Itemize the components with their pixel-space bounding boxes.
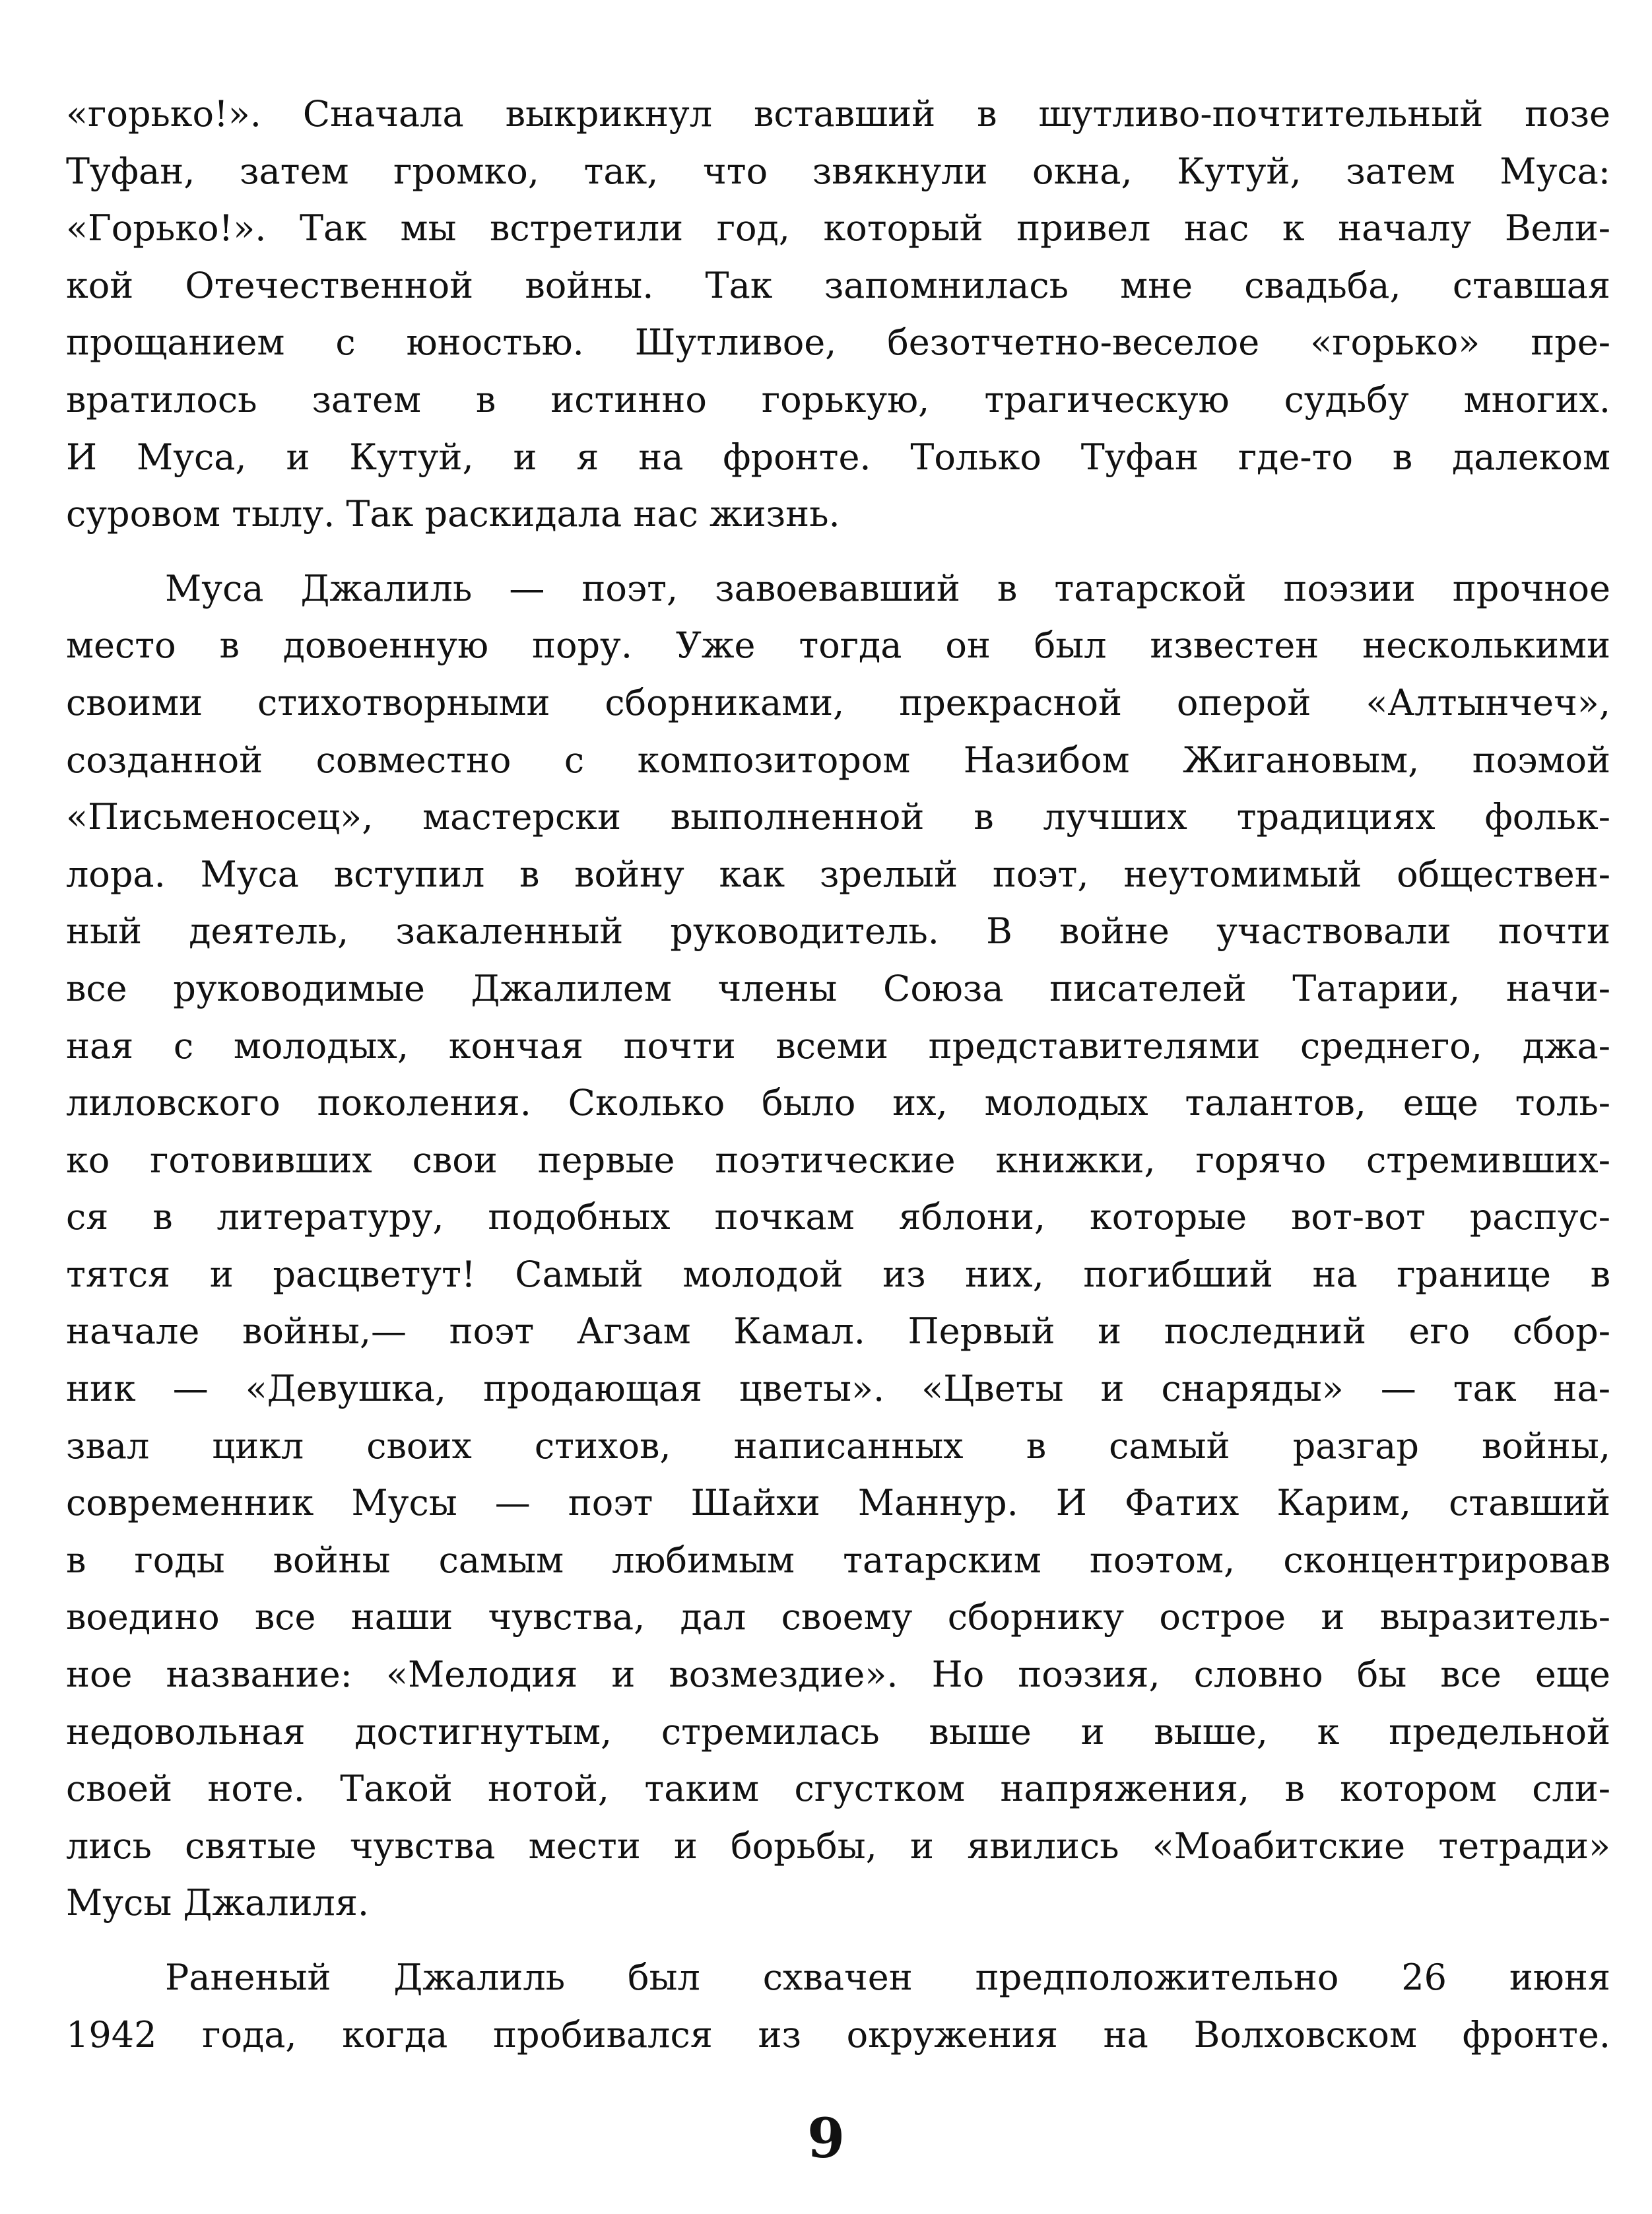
- text-line: ко готовивших свои первые поэтические книжки, горячо стремивших-: [66, 1139, 1610, 1181]
- text-line: ный деятель, закаленный руководитель. В войне участвовали почти: [66, 910, 1610, 953]
- text-line: лиловского поколения. Сколько было их, молодых талантов, еще толь-: [66, 1082, 1610, 1124]
- text-line: ник — «Девушка, продающая цветы». «Цветы и снаряды» — так на-: [66, 1368, 1610, 1410]
- page-number: 9: [807, 2107, 845, 2170]
- paragraph-3: [66, 1949, 1610, 2063]
- text-line: современник Мусы — поэт Шайхи Маннур. И Фатих Карим, ставший: [66, 1482, 1610, 1524]
- text-line: ся в литературу, подобных почкам яблони, которые вот-вот распус-: [66, 1196, 1610, 1238]
- text-line: суровом тылу. Так раскидала нас жизнь.: [66, 493, 840, 535]
- text-line: недовольная достигнутым, стремилась выше и выше, к предельной: [66, 1710, 1610, 1753]
- text-line: вратилось затем в истинно горькую, трагическую судьбу многих.: [66, 378, 1610, 420]
- text-line: Мусы Джалиля.: [66, 1882, 370, 1924]
- text-line: Муса Джалиль — поэт, завоевавший в татарской поэзии прочное: [165, 567, 1610, 609]
- text-line: звал цикл своих стихов, написанных в самый разгар войны,: [66, 1425, 1610, 1467]
- text-line: «горько!». Сначала выкрикнул вставший в шутливо-почтительный позе: [66, 93, 1610, 135]
- text-line: тятся и расцветут! Самый молодой из них, погибший на границе в: [66, 1253, 1610, 1295]
- text-line: «Горько!». Так мы встретили год, который привел нас к началу Вели-: [66, 207, 1610, 250]
- text-line: в годы войны самым любимым татарским поэтом, сконцентрировав: [66, 1539, 1610, 1581]
- text-line: лора. Муса вступил в войну как зрелый поэт, неутомимый обществен-: [66, 853, 1610, 895]
- paragraph-2: [66, 560, 1610, 1932]
- text-line: И Муса, и Кутуй, и я на фронте. Только Туфан где-то в далеком: [66, 436, 1610, 478]
- text-line: начале войны,— поэт Агзам Камал. Первый и последний его сбор-: [66, 1310, 1610, 1353]
- text-line: ное название: «Мелодия и возмездие». Но поэзия, словно бы все еще: [66, 1654, 1610, 1696]
- text-line: 1942 года, когда пробивался из окружения на Волховском фронте.: [66, 2013, 1610, 2056]
- text-line: воедино все наши чувства, дал своему сборнику острое и выразитель-: [66, 1596, 1610, 1638]
- paragraph-1: [66, 86, 1610, 543]
- text-line: ная с молодых, кончая почти всеми представителями среднего, джа-: [66, 1024, 1610, 1067]
- text-line: кой Отечественной войны. Так запомнилась мне свадьба, ставшая: [66, 264, 1610, 306]
- text-line: своими стихотворными сборниками, прекрасной оперой «Алтынчеч»,: [66, 681, 1610, 723]
- text-line: все руководимые Джалилем члены Союза писателей Татарии, начи-: [66, 967, 1610, 1009]
- text-line: Раненый Джалиль был схвачен предположительно 26 июня: [165, 1957, 1610, 1998]
- text-line: лись святые чувства мести и борьбы, и явились «Моабитские тетради»: [66, 1825, 1610, 1867]
- text-line: место в довоенную пору. Уже тогда он был известен несколькими: [66, 624, 1610, 667]
- text-line: Туфан, затем громко, так, что звякнули окна, Кутуй, затем Муса:: [66, 150, 1610, 192]
- text-line: своей ноте. Такой нотой, таким сгустком напряжения, в котором сли-: [66, 1768, 1610, 1810]
- text-line: «Письменосец», мастерски выполненной в лучших традициях фольк-: [66, 796, 1610, 838]
- page-text: [66, 86, 1610, 2081]
- text-line: созданной совместно с композитором Назибом Жигановым, поэмой: [66, 739, 1610, 781]
- text-line: прощанием с юностью. Шутливое, безотчетно-веселое «горько» пре-: [66, 321, 1610, 364]
